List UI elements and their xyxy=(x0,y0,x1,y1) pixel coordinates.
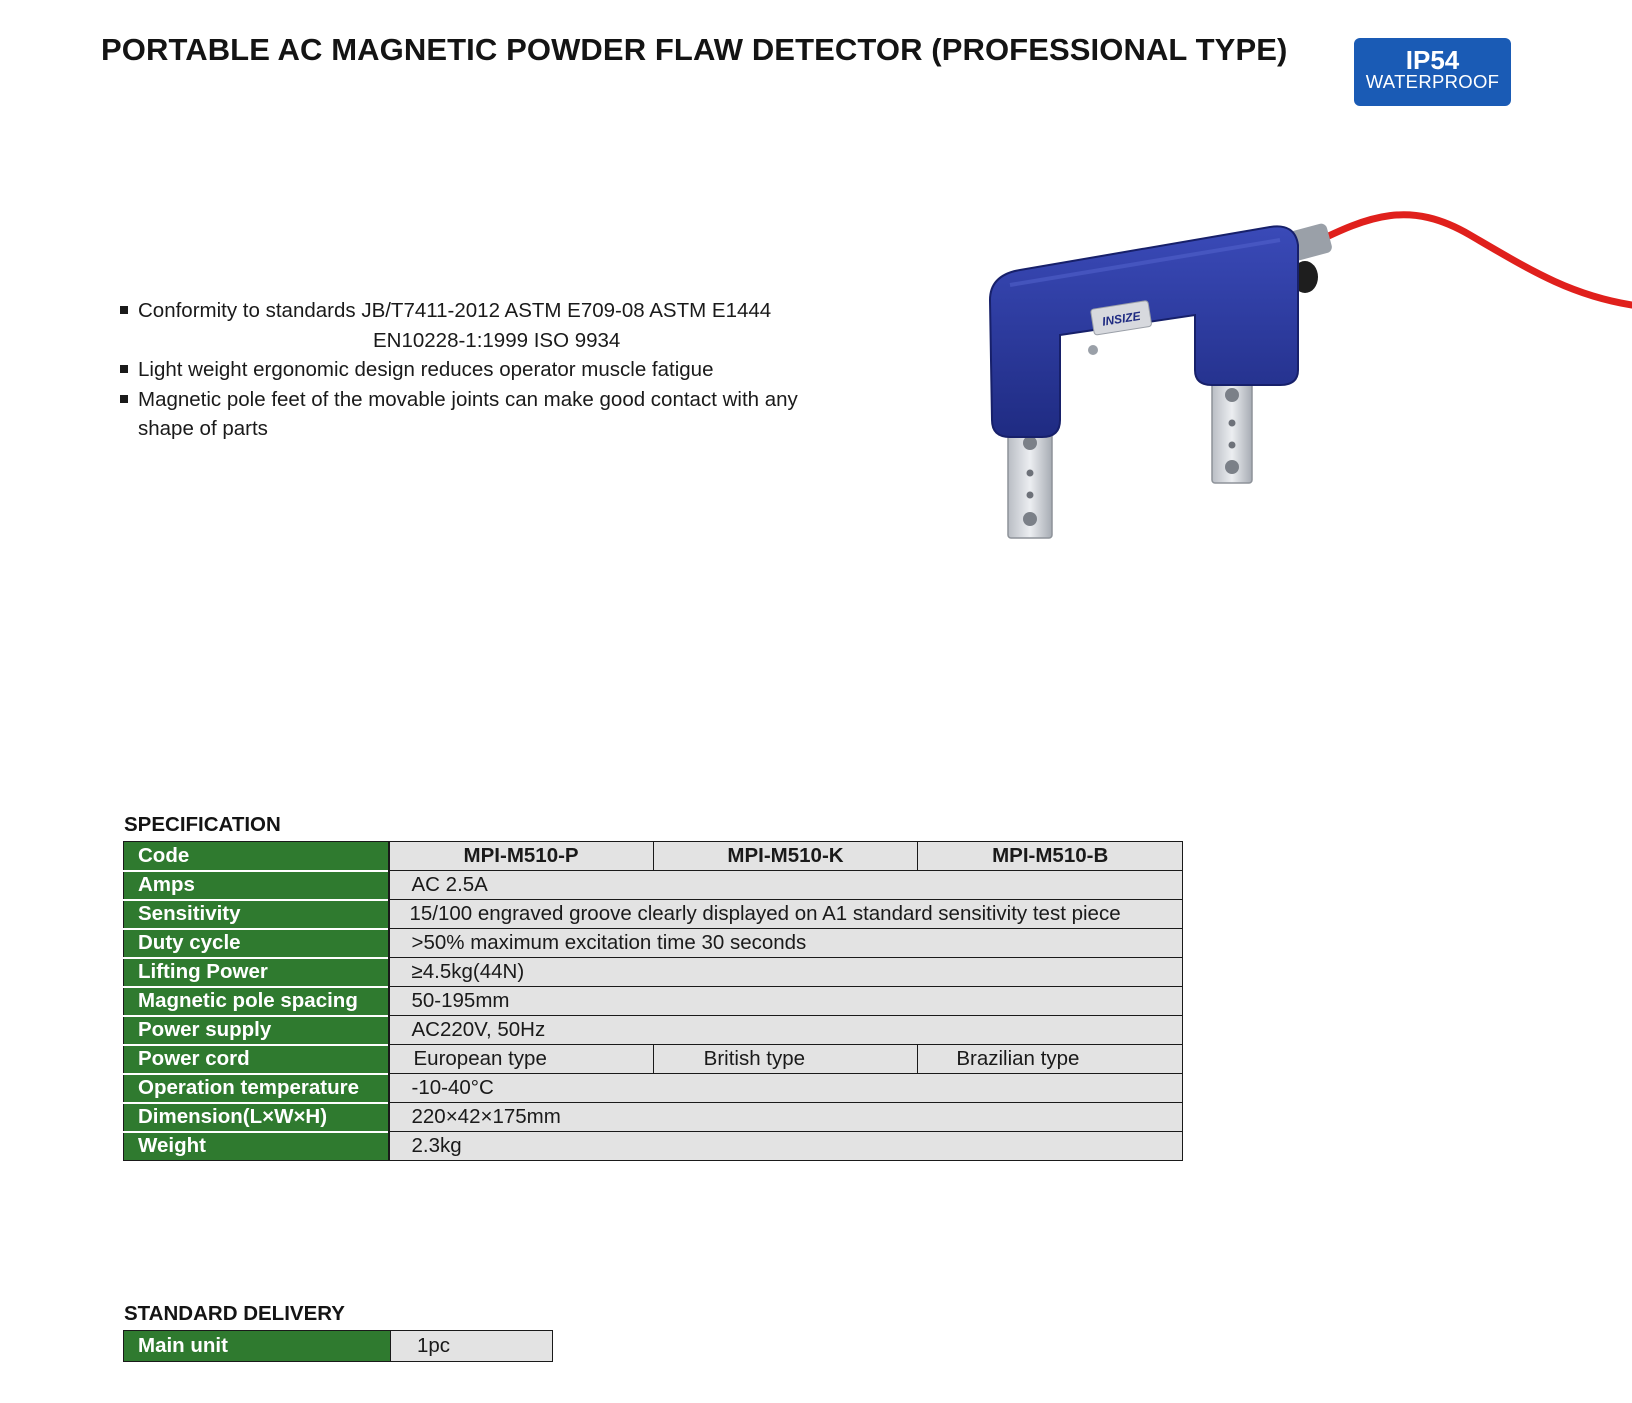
table-row xyxy=(124,1331,553,1362)
specification-table xyxy=(123,841,1183,1161)
feature-text: Conformity to standards JB/T7411-2012 ASTM E709-08 ASTM E1444 xyxy=(138,299,772,322)
row-label: Power cord xyxy=(124,1045,389,1074)
power-cord-type: British type xyxy=(653,1045,918,1074)
feature-text-continued: EN10228-1:1999 ISO 9934 xyxy=(373,328,621,352)
specification-title: SPECIFICATION xyxy=(124,813,281,836)
left-pole-foot xyxy=(1008,430,1052,538)
table-row xyxy=(124,1103,1183,1132)
power-cord-type: European type xyxy=(389,1045,654,1074)
model-code: MPI-M510-K xyxy=(653,842,918,871)
ip54-waterproof-badge xyxy=(1354,38,1511,106)
badge-text: WATERPROOF xyxy=(1365,71,1500,92)
feature-text-continued: shape of parts xyxy=(138,417,268,440)
row-label: Weight xyxy=(124,1132,389,1161)
bullet-icon xyxy=(120,395,128,403)
page-title: PORTABLE AC MAGNETIC POWDER FLAW DETECTOR (PROFESSIONAL TYPE) xyxy=(101,32,1288,67)
row-label: Operation temperature xyxy=(124,1074,389,1103)
badge-code: IP54 xyxy=(1405,45,1460,75)
right-pole-foot xyxy=(1212,383,1252,483)
row-label: Duty cycle xyxy=(124,929,389,958)
table-row xyxy=(124,1016,1183,1045)
standard-delivery-table xyxy=(123,1330,553,1362)
power-cord-type: Brazilian type xyxy=(918,1045,1183,1074)
row-value: 50-195mm xyxy=(389,987,1183,1016)
table-row xyxy=(124,842,1183,871)
table-row xyxy=(124,929,1183,958)
row-label: Amps xyxy=(124,871,389,900)
feature-item-standards xyxy=(120,296,840,355)
row-value: AC 2.5A xyxy=(389,871,1183,900)
standard-delivery-title: STANDARD DELIVERY xyxy=(124,1302,345,1325)
row-label: Magnetic pole spacing xyxy=(124,987,389,1016)
table-row xyxy=(124,1045,1183,1074)
row-label: Sensitivity xyxy=(124,900,389,929)
table-row xyxy=(124,958,1183,987)
bullet-icon xyxy=(120,306,128,314)
row-label: Power supply xyxy=(124,1016,389,1045)
row-value: ≥4.5kg(44N) xyxy=(389,958,1183,987)
row-label: Lifting Power xyxy=(124,958,389,987)
feature-text: Magnetic pole feet of the movable joints can make good contact with any xyxy=(138,387,798,411)
row-label: Dimension(L×W×H) xyxy=(124,1103,389,1132)
row-label: Code xyxy=(124,842,389,871)
product-image-yoke-detector xyxy=(950,205,1632,585)
brand-label-text: INSIZE xyxy=(1101,308,1142,329)
model-code: MPI-M510-B xyxy=(918,842,1183,871)
table-row xyxy=(124,987,1183,1016)
table-row xyxy=(124,871,1183,900)
row-value: 1pc xyxy=(391,1331,553,1362)
table-row xyxy=(124,1132,1183,1161)
feature-list xyxy=(120,296,840,444)
row-value: 2.3kg xyxy=(389,1132,1183,1161)
row-value: >50% maximum excitation time 30 seconds xyxy=(389,929,1183,958)
table-row xyxy=(124,900,1183,929)
feature-item-ergonomic xyxy=(120,355,840,385)
feature-item-pole-feet xyxy=(120,385,840,444)
row-label: Main unit xyxy=(124,1331,391,1362)
model-code: MPI-M510-P xyxy=(389,842,654,871)
row-value: AC220V, 50Hz xyxy=(389,1016,1183,1045)
power-cable xyxy=(1310,215,1632,305)
bullet-icon xyxy=(120,365,128,373)
row-value: 220×42×175mm xyxy=(389,1103,1183,1132)
table-row xyxy=(124,1074,1183,1103)
feature-text: Light weight ergonomic design reduces operator muscle fatigue xyxy=(138,358,714,381)
row-value: -10-40°C xyxy=(389,1074,1183,1103)
row-value: 15/100 engraved groove clearly displayed on A1 standard sensitivity test piece xyxy=(389,900,1183,929)
